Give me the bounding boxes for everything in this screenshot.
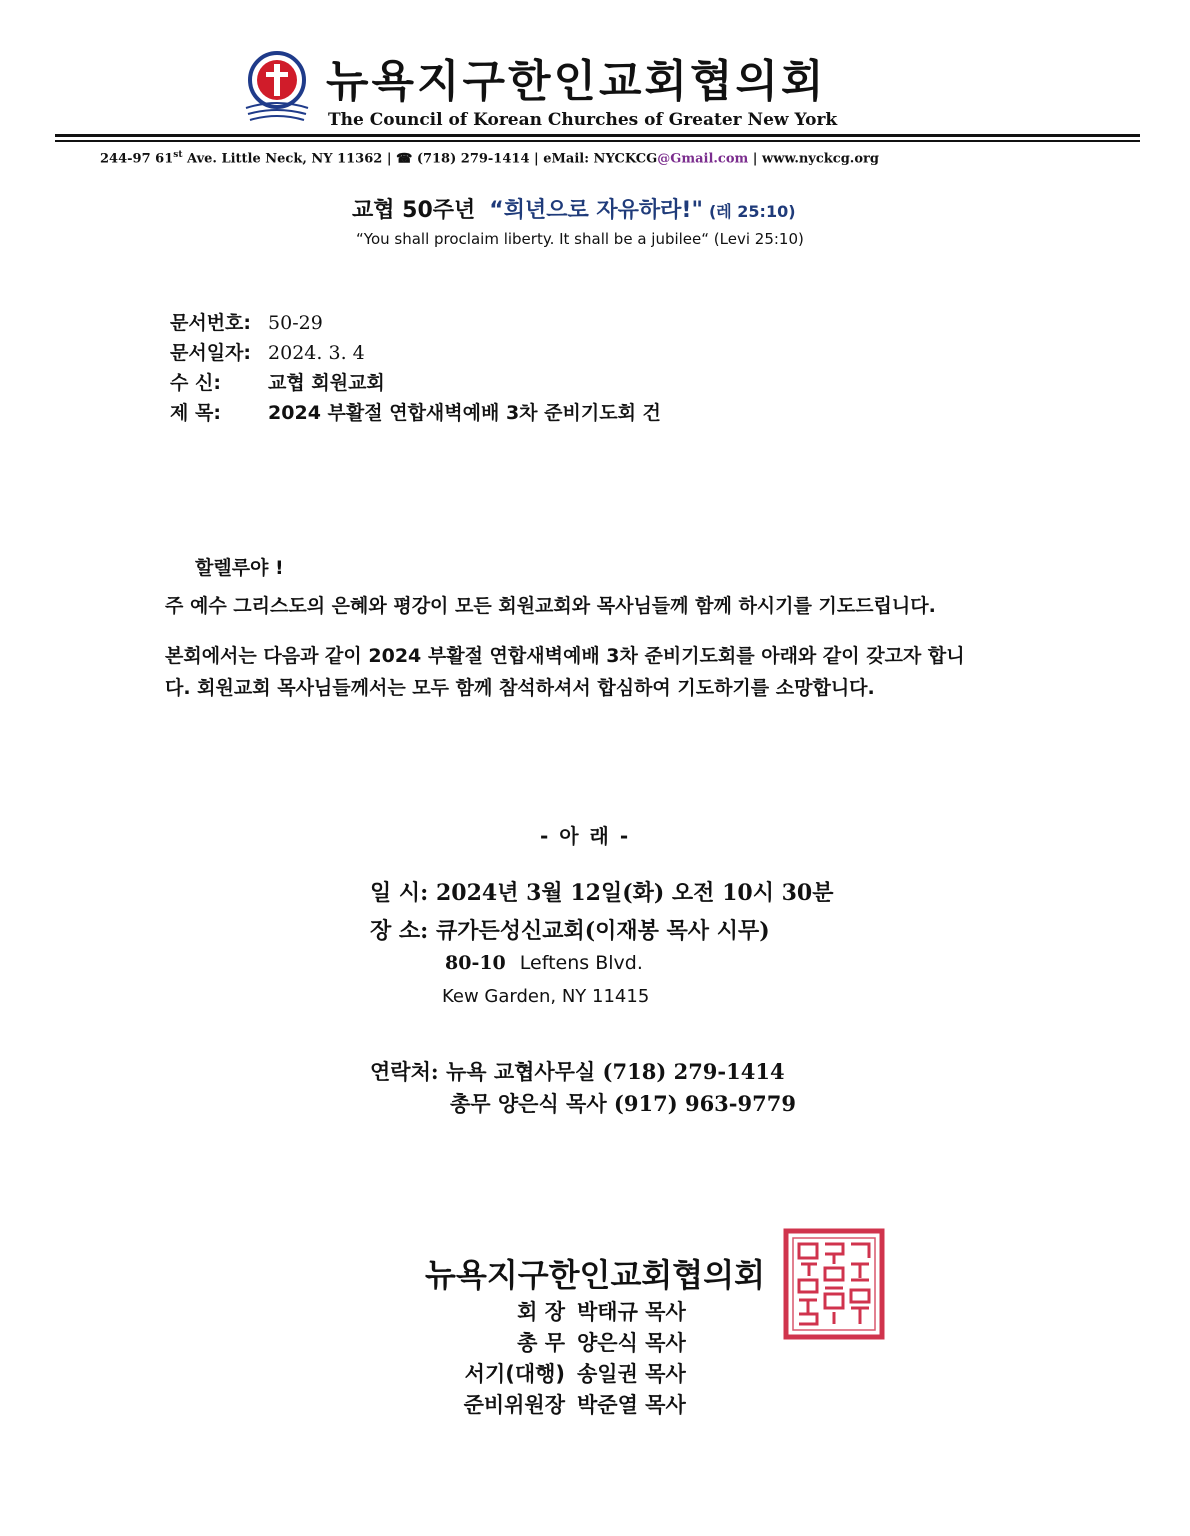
body-paragraph-1: 주 예수 그리스도의 은혜와 평강이 모든 회원교회와 목사님들께 함께 하시기를 기도드립니다. [165,595,936,617]
place-row [370,914,833,952]
org-english-name: The Council of Korean Churches of Greater New York [328,110,838,130]
anniversary-label: 교협 50주년 [352,198,476,223]
address-street: Leftens Blvd. [519,952,643,974]
recipient-label: 수 신: [170,372,221,394]
motto-english: “You shall proclaim liberty. It shall be a jubilee“ (Levi 25:10) [356,230,804,248]
letter-body [165,552,985,722]
address-number: 244-97 61 [100,151,174,167]
recipient: 교협 회원교회 [268,372,385,394]
address-line-2: Kew Garden, NY 11415 [442,986,650,1007]
motto-reference: (레 25:10) [708,202,796,221]
contact-row-1 [370,1056,796,1088]
date-row [370,876,833,914]
doc-date-label: 문서일자: [170,342,252,364]
subject-row [170,398,661,428]
official-seal [783,1228,885,1340]
email-domain[interactable]: @Gmail.com [657,151,749,167]
contacts [370,1056,796,1120]
officer-name: 양은식 목사 [577,1331,686,1355]
officer-role: 회 장 [517,1300,565,1324]
address-phone-email: Ave. Little Neck, NY 11362 | ☎ (718) 279-1414 | eMail: NYCKCG [182,151,658,167]
motto: “희년으로 자유하라!" [489,198,703,223]
officers-list [450,1296,686,1420]
officer-row [450,1327,686,1358]
officer-role: 총 무 [517,1331,565,1355]
anniversary-banner [352,193,796,224]
website[interactable]: | www.nyckcg.org [748,151,879,167]
contact-secretary: 총무 양은식 목사 (917) 963-9779 [450,1091,796,1116]
details-heading: - 아 래 - [540,824,631,848]
officer-row [450,1389,686,1420]
officer-role: 서기(대행) [464,1362,565,1386]
header-divider-thin [55,140,1140,142]
signature-org: 뉴욕지구한인교회협의회 [425,1256,766,1294]
doc-date: 2024. 3. 4 [268,342,365,364]
contact-line [100,150,879,166]
officer-row [450,1358,686,1389]
date-label: 일 시: [370,880,429,906]
officer-role: 준비위원장 [463,1393,565,1417]
contact-row-2 [370,1088,796,1120]
church-logo [242,50,312,128]
doc-number-row [170,308,661,338]
subject-label: 제 목: [170,402,221,424]
doc-number-label: 문서번호: [170,312,252,334]
contact-label: 연락처: [370,1059,439,1084]
body-paragraph-2: 본회에서는 다음과 같이 2024 부활절 연합새벽예배 3차 준비기도회를 아래와 같이 갖고자 합니다. 회원교회 목사님들께서는 모두 함께 참석하셔서 합심하여 기도하기를 소망합니다. [165,645,965,699]
officer-name: 박준열 목사 [577,1393,686,1417]
doc-date-row [170,338,661,368]
subject: 2024 부활절 연합새벽예배 3차 준비기도회 건 [268,402,661,424]
officer-row [450,1296,686,1327]
officer-name: 송일권 목사 [577,1362,686,1386]
header-divider [55,134,1140,137]
org-title: 뉴욕지구한인교회협의회 [326,56,827,107]
officer-name: 박태규 목사 [577,1300,686,1324]
address-line-1 [445,952,643,974]
event-place: 큐가든성신교회(이재봉 목사 시무) [435,918,770,944]
recipient-row [170,368,661,398]
address-number: 80-10 [445,952,506,974]
greeting: 할렐루야 ! [195,557,284,579]
address-ordinal: st [173,150,183,160]
document-info [170,308,661,428]
contact-office: 뉴욕 교협사무실 (718) 279-1414 [445,1059,785,1084]
event-date: 2024년 3월 12일(화) 오전 10시 30분 [435,880,834,906]
place-label: 장 소: [370,918,429,944]
doc-number: 50-29 [268,312,323,334]
event-details [370,876,833,952]
